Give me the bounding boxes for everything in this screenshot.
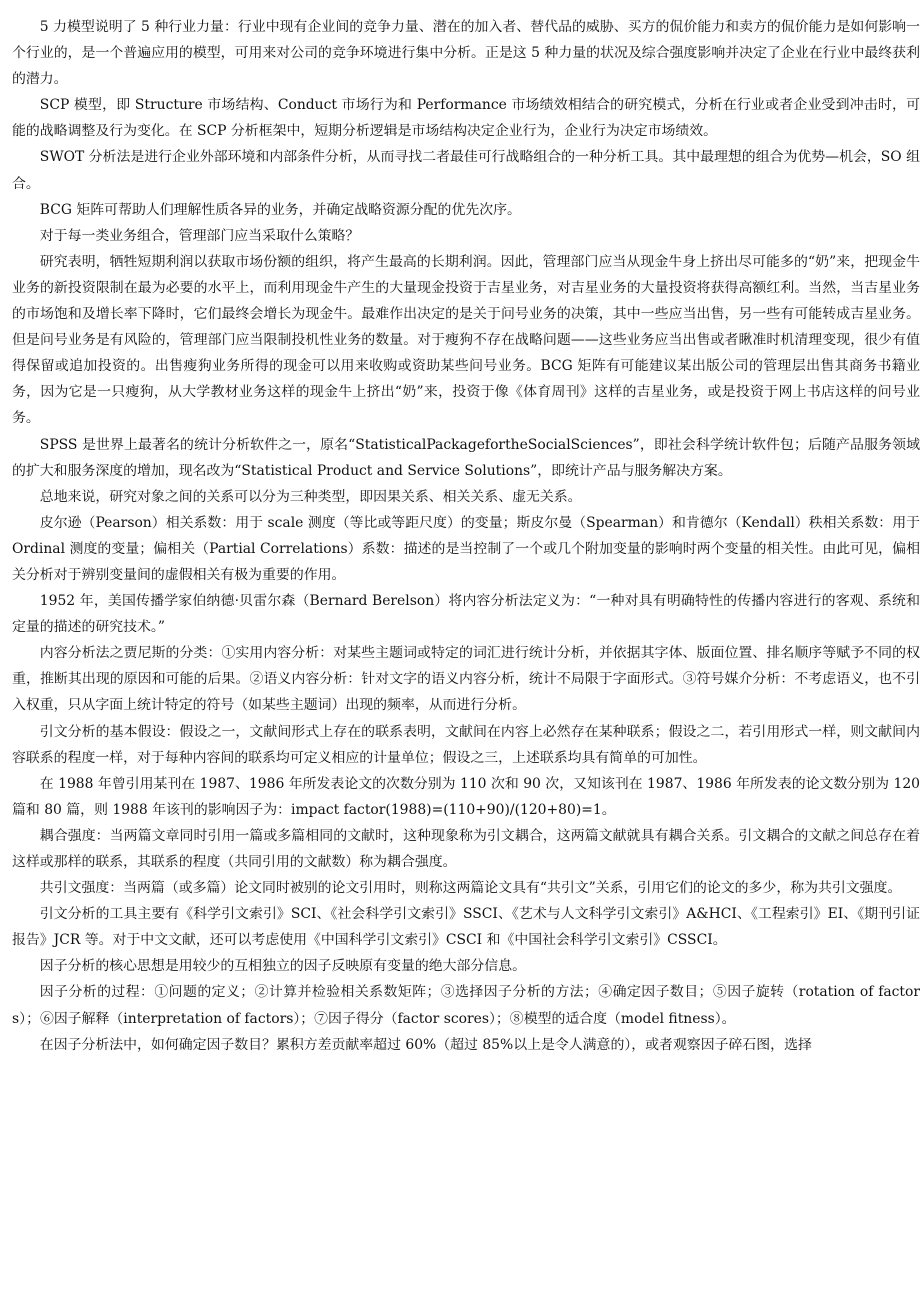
paragraph-factor-analysis-core: 因子分析的核心思想是用较少的互相独立的因子反映原有变量的绝大部分信息。 <box>39 958 526 975</box>
paragraph-content-analysis-types: 内容分析法之贾尼斯的分类：①实用内容分析：对某些主题词或特定的词汇进行统计分析，并依据其字体、版面位置、排名顺序等赋予不同的权重，推断其出现的原因和可能的后果。②语义内容分析：针对文字的语义内容分析，统计不局限于字面形式。③符号媒介分析：不考虑语义，也不引入权重，只从字面上统计特定的符号（如某些主题词）出现的频率，从而进行分析。 <box>12 645 920 714</box>
paragraph-swot: SWOT 分析法是进行企业外部环境和内部条件分析，从而寻找二者最佳可行战略组合的一种分析工具。其中最理想的组合为优势—机会，SO 组合。 <box>12 149 920 192</box>
paragraph-scp-model: SCP 模型，即 Structure 市场结构、Conduct 市场行为和 Performance 市场绩效相结合的研究模式，分析在行业或者企业受到冲击时，可能的战略调整及行为变化。在 SCP 分析框架中，短期分析逻辑是市场结构决定企业行为，企业行为决定市场绩效。 <box>12 97 920 140</box>
paragraph-five-forces: 5 力模型说明了 5 种行业力量：行业中现有企业间的竞争力量、潜在的加入者、替代品的威胁、买方的侃价能力和卖方的侃价能力是如何影响一个行业的，是一个普遍应用的模型，可用来对公司的竞争环境进行集中分析。正是这 5 种力量的状况及综合强度影响并决定了企业在行业中最终获利的潜力。 <box>12 19 920 88</box>
paragraph-spss: SPSS 是世界上最著名的统计分析软件之一，原名“StatisticalPackagefortheSocialSciences”，即社会科学统计软件包；后随产品服务领域的扩大和服务深度的增加，现名改为“Statistical Product and Service Solutions”，即统计产品与服务解决方案。 <box>12 436 920 479</box>
paragraph-correlation: 皮尔逊（Pearson）相关系数：用于 scale 测度（等比或等距尺度）的变量；斯皮尔曼（Spearman）和肯德尔（Kendall）秩相关系数：用于 Ordinal 测度的变量；偏相关（Partial Correlations）系数：描述的是当控制了一个或几个附加变量的影响时两个变量的相关性。由此可见，偏相关分析对于辨别变量间的虚假相关有极为重要的作用。 <box>12 514 920 583</box>
paragraph-content-analysis-definition: 1952 年，美国传播学家伯纳德·贝雷尔森（Bernard Berelson）将内容分析法定义为：“一种对具有明确特性的传播内容进行的客观、系统和定量的描述的研究技术。” <box>12 593 920 636</box>
paragraph-factor-analysis-process: 因子分析的过程：①问题的定义；②计算并检验相关系数矩阵；③选择因子分析的方法；④确定因子数目；⑤因子旋转（rotation of factors）；⑥因子解释（interpretation of factors）；⑦因子得分（factor scores）；⑧模型的适合度（model fitness）。 <box>12 984 920 1027</box>
paragraph-coupling-strength: 耦合强度：当两篇文章同时引用一篇或多篇相同的文献时，这种现象称为引文耦合，这两篇文献就具有耦合关系。引文耦合的文献之间总存在着这样或那样的联系，其联系的程度（共同引用的文献数）称为耦合强度。 <box>12 827 920 870</box>
paragraph-bcg-matrix: BCG 矩阵可帮助人们理解性质各异的业务，并确定战略资源分配的优先次序。 <box>39 201 521 218</box>
paragraph-citation-assumptions: 引文分析的基本假设：假设之一，文献间形式上存在的联系表明，文献间在内容上必然存在某种联系；假设之二，若引用形式一样，则文献间内容联系的程度一样，对于每种内容间的联系均可定义相应的计量单位；假设之三，上述联系均具有简单的可加性。 <box>12 723 920 766</box>
paragraph-impact-factor: 在 1988 年曾引用某刊在 1987、1986 年所发表论文的次数分别为 110 次和 90 次，又知该刊在 1987、1986 年所发表的论文数分别为 120 篇和 80 篇，则 1988 年该刊的影响因子为：impact factor(1988)=(110+90)/(120+80)=1。 <box>12 775 920 818</box>
paragraph-bcg-strategy: 研究表明，牺牲短期利润以获取市场份额的组织，将产生最高的长期利润。因此，管理部门应当从现金牛身上挤出尽可能多的“奶”来，把现金牛业务的新投资限制在最为必要的水平上，而利用现金牛产生的大量现金投资于吉星业务，对吉星业务的大量投资将获得高额红利。当然，当吉星业务的市场饱和及增长率下降时，它们最终会增长为现金牛。最难作出决定的是关于问号业务的决策，其中一些应当出售，另一些有可能转成吉星业务。但是问号业务是有风险的，管理部门应当限制投机性业务的数量。对于瘦狗不存在战略问题——这些业务应当出售或者瞅准时机清理变现，很少有值得保留或追加投资的。出售瘦狗业务所得的现金可以用来收购或资助某些问号业务。BCG 矩阵有可能建议某出版公司的管理层出售其商务书籍业务，因为它是一只瘦狗，从大学教材业务这样的现金牛上挤出“奶”来，投资于像《体育周刊》这样的吉星业务，或是投资于网上书店这样的问号业务。 <box>12 253 920 427</box>
paragraph-relationship-types: 总地来说，研究对象之间的关系可以分为三种类型，即因果关系、相关关系、虚无关系。 <box>39 488 582 505</box>
paragraph-cocitation-strength: 共引文强度：当两篇（或多篇）论文同时被别的论文引用时，则称这两篇论文具有“共引文”关系，引用它们的论文的多少，称为共引文强度。 <box>39 880 902 897</box>
paragraph-citation-tools: 引文分析的工具主要有《科学引文索引》SCI、《社会科学引文索引》SSCI、《艺术与人文科学引文索引》A&HCI、《工程索引》EI、《期刊引证报告》JCR 等。对于中文文献，还可以考虑使用《中国科学引文索引》CSCI 和《中国社会科学引文索引》CSSCI。 <box>12 906 920 949</box>
paragraph-factor-number: 在因子分析法中，如何确定因子数目？累积方差贡献率超过 60%（超过 85%以上是令人满意的），或者观察因子碎石图，选择 <box>39 1036 812 1053</box>
paragraph-bcg-question: 对于每一类业务组合，管理部门应当采取什么策略？ <box>39 227 360 244</box>
